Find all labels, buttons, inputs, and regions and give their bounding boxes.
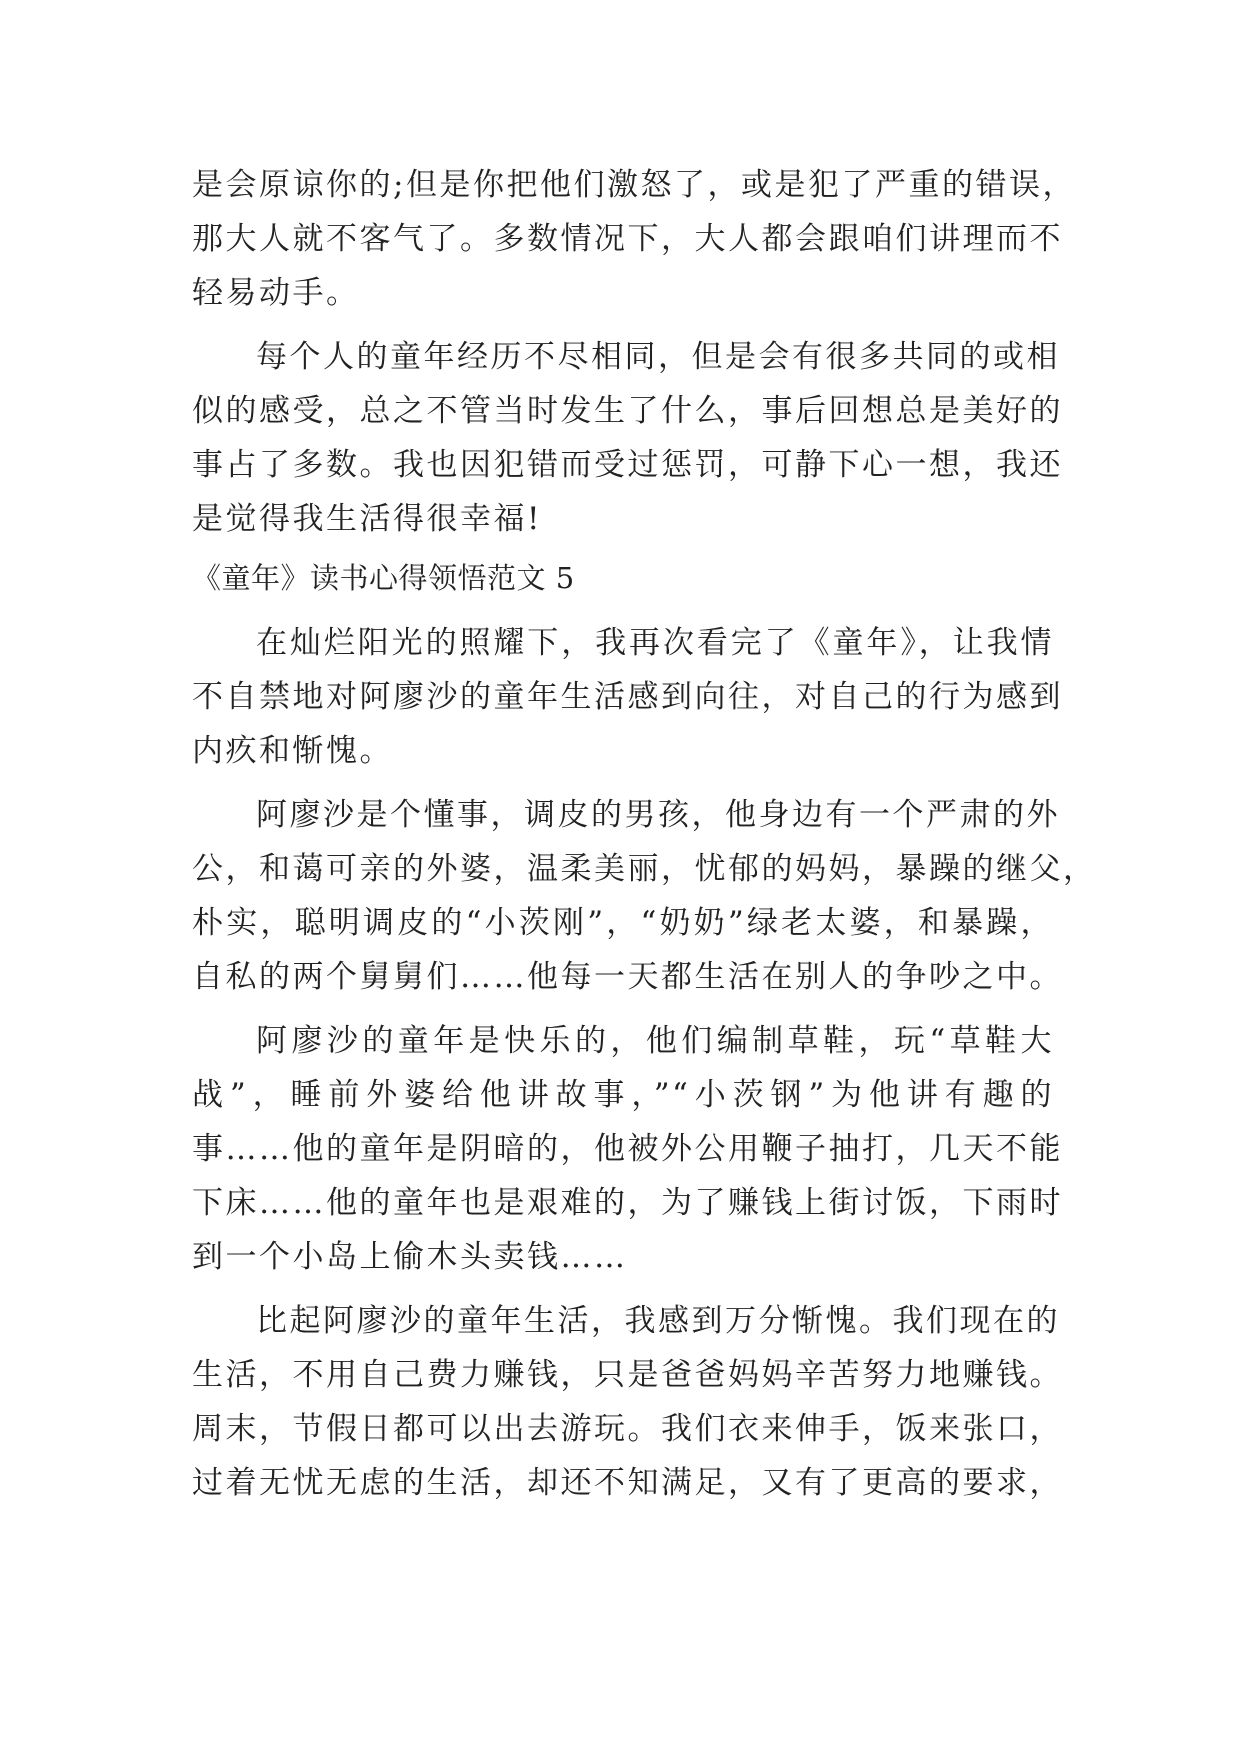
text-line: 事占了多数。我也因犯错而受过惩罚，可静下心一想，我还 [192,447,1063,483]
paragraph-4 [192,788,1097,1004]
text-line: 轻易动手。 [192,275,360,311]
text-line: 战”，睡前外婆给他讲故事，”“小茨钢”为他讲有趣的 [192,1077,1054,1113]
text-line: 似的感受，总之不管当时发生了什么，事后回想总是美好的 [192,393,1063,429]
paragraph-1 [192,158,1076,320]
text-line: 阿廖沙的童年是快乐的，他们编制草鞋，玩“草鞋大 [256,1023,1054,1059]
text-line: 不自禁地对阿廖沙的童年生活感到向往，对自己的行为感到 [192,679,1063,715]
text-line: 周末，节假日都可以出去游玩。我们衣来伸手，饭来张口， [192,1411,1063,1447]
text-line: 阿廖沙是个懂事，调皮的男孩，他身边有一个严肃的外 [256,797,1060,833]
text-line: 生活，不用自己费力赚钱，只是爸爸妈妈辛苦努力地赚钱。 [192,1357,1063,1393]
text-line: 朴实，聪明调皮的“小茨刚”，“奶奶”绿老太婆，和暴躁， [192,905,1054,941]
text-line: 是会原谅你的;但是你把他们激怒了，或是犯了严重的错误， [192,167,1076,203]
paragraph-5 [192,1014,1063,1284]
text-line: 比起阿廖沙的童年生活，我感到万分惭愧。我们现在的 [256,1303,1060,1339]
paragraph-3 [192,616,1063,778]
document-body [192,158,1097,1520]
section-heading: 《童年》读书心得领悟范文 5 [192,561,575,595]
text-line: 下床……他的童年也是艰难的，为了赚钱上街讨饭，下雨时 [192,1185,1063,1221]
text-line: 那大人就不客气了。多数情况下，大人都会跟咱们讲理而不 [192,221,1063,257]
text-line: 到一个小岛上偷木头卖钱…… [192,1239,628,1275]
text-line: 在灿烂阳光的照耀下，我再次看完了《童年》，让我情 [256,625,1054,661]
paragraph-2 [192,330,1063,546]
paragraph-6 [192,1294,1063,1510]
text-line: 事……他的童年是阴暗的，他被外公用鞭子抽打，几天不能 [192,1131,1063,1167]
text-line: 是觉得我生活得很幸福! [192,501,542,537]
text-line: 过着无忧无虑的生活，却还不知满足，又有了更高的要求， [192,1465,1063,1501]
text-line: 公，和蔼可亲的外婆，温柔美丽，忧郁的妈妈，暴躁的继父， [192,851,1097,887]
text-line: 内疚和惭愧。 [192,733,393,769]
text-line: 每个人的童年经历不尽相同，但是会有很多共同的或相 [256,339,1060,375]
text-line: 自私的两个舅舅们……他每一天都生活在别人的争吵之中。 [192,959,1063,995]
